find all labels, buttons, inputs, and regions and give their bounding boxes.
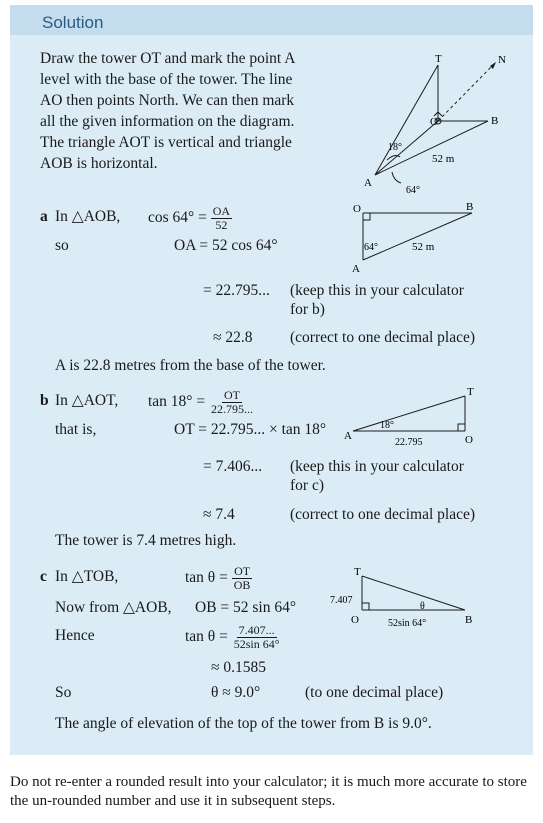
frac-numerator: 7.407... [238, 623, 275, 637]
d2-label-B: B [466, 201, 474, 213]
part-a-fraction [211, 205, 232, 232]
footnote: Do not re-enter a rounded result into your calculator; it is much more accurate to store the un-rounded number and use it in subsequent steps. [10, 774, 527, 809]
solution-title: Solution [42, 13, 104, 32]
part-b-rounded: ≈ 7.4 [203, 506, 235, 523]
frac-numerator: OT [234, 564, 251, 578]
part-b-conclusion: The tower is 7.4 metres high. [55, 532, 237, 549]
d4-label-B: B [465, 614, 473, 626]
part-a-rounded-note: (correct to one decimal place) [290, 329, 476, 346]
intro-line-4: all the given information on the diagram. [40, 113, 295, 130]
d4-theta: θ [420, 601, 425, 612]
part-c-approx: ≈ 0.1585 [211, 659, 267, 676]
triangle-aob-diagram [350, 200, 490, 280]
part-c-fraction2 [232, 624, 282, 651]
d1-label-O: O [430, 116, 438, 128]
intro-line-6: AOB is horizontal. [40, 155, 158, 172]
part-a-rounded: ≈ 22.8 [213, 329, 253, 346]
part-a-label: a [40, 208, 48, 225]
part-b-thatis: that is, [55, 421, 97, 438]
part-b-line2: OT = 22.795... × tan 18° [174, 421, 327, 438]
d1-angle-64: 64° [406, 185, 420, 196]
frac-denominator: 22.795... [211, 402, 254, 416]
d3-angle: 18° [380, 420, 394, 431]
part-c-theta-note: (to one decimal place) [305, 684, 444, 701]
part-c-tan-lhs: tan θ = [185, 569, 228, 587]
part-b-tan-lhs: tan 18° = [148, 393, 206, 411]
d2-label-O: O [353, 203, 361, 215]
part-c-hence: Hence [55, 627, 95, 644]
d1-label-A: A [364, 177, 372, 189]
intro-line-1: Draw the tower OT and mark the point A [40, 50, 296, 67]
d2-angle: 64° [364, 242, 378, 253]
part-a-note2: for b) [290, 301, 325, 318]
part-c-now: Now from △AOB, [55, 599, 172, 616]
intro-line-3: AO then points North. We can then mark [40, 92, 295, 109]
part-c-theta: θ ≈ 9.0° [211, 684, 261, 701]
intro-line-2: level with the base of the tower. The line [40, 71, 293, 88]
part-b-value: = 7.406... [203, 458, 263, 475]
part-a-cos-lhs: cos 64° = [148, 209, 207, 227]
part-c-so: So [55, 684, 72, 701]
part-a-line2: OA = 52 cos 64° [174, 237, 278, 254]
d4-base: 52sin 64° [388, 618, 427, 629]
d2-label-A: A [352, 263, 360, 275]
d4-label-T: T [354, 566, 361, 578]
frac-denominator: 52 [215, 218, 228, 232]
d1-label-B: B [491, 115, 499, 127]
tower-3d-diagram [350, 50, 530, 200]
part-a-conclusion: A is 22.8 metres from the base of the tower. [55, 357, 326, 374]
part-b-rounded-note: (correct to one decimal place) [290, 506, 476, 523]
part-c-tan2-lhs: tan θ = [185, 628, 228, 646]
d1-label-N: N [498, 54, 506, 66]
d3-label-O: O [465, 434, 473, 446]
part-b-label: b [40, 392, 49, 409]
part-c-conclusion: The angle of elevation of the top of the tower from B is 9.0°. [55, 715, 432, 732]
d4-height: 7.407 [330, 595, 353, 606]
triangle-aot-diagram [335, 383, 485, 453]
part-c-in: In △TOB, [55, 568, 119, 585]
part-c-equation2 [185, 624, 282, 651]
part-b-in: In △AOT, [55, 392, 119, 409]
frac-numerator: OA [212, 204, 231, 218]
frac-numerator: OT [224, 388, 241, 402]
part-a-note1: (keep this in your calculator [290, 282, 464, 299]
part-c-equation [185, 565, 252, 592]
intro-line-5: The triangle AOT is vertical and triangle [40, 134, 292, 151]
d1-label-T: T [435, 53, 442, 65]
triangle-tob-diagram [325, 563, 485, 633]
d3-label-T: T [467, 386, 474, 398]
part-c-label: c [40, 568, 47, 585]
d3-length: 22.795 [395, 437, 423, 448]
part-b-equation [148, 389, 255, 416]
part-b-fraction [209, 389, 255, 416]
d1-length: 52 m [432, 153, 455, 165]
part-c-fraction [232, 565, 253, 592]
d1-angle-18: 18° [388, 142, 402, 153]
part-a-so: so [55, 237, 69, 254]
part-a-in: In △AOB, [55, 208, 121, 225]
part-b-note2: for c) [290, 477, 324, 494]
part-a-equation [148, 205, 232, 232]
part-c-ob: OB = 52 sin 64° [195, 599, 297, 616]
part-b-note1: (keep this in your calculator [290, 458, 464, 475]
frac-denominator: 52sin 64° [233, 637, 280, 651]
d4-label-O: O [351, 614, 359, 626]
solution-header [10, 5, 533, 35]
frac-denominator: OB [233, 578, 251, 592]
d2-length: 52 m [412, 241, 435, 253]
part-a-value: = 22.795... [203, 282, 270, 299]
d3-label-A: A [344, 430, 352, 442]
